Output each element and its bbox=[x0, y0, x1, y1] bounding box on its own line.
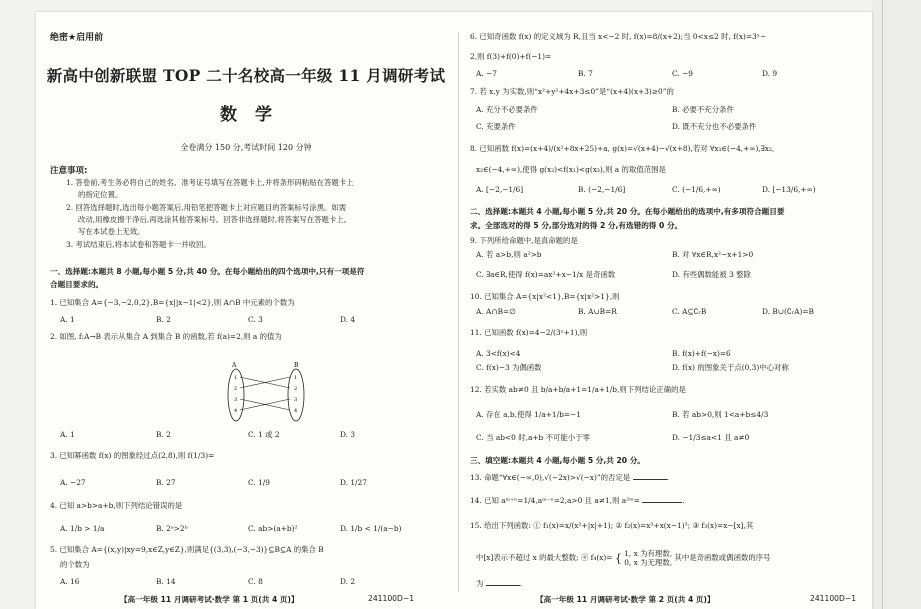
column-divider bbox=[458, 32, 459, 592]
q8-option-a: A. [−2,−1/6] bbox=[476, 185, 524, 194]
q13-answer-blank[interactable] bbox=[633, 472, 667, 480]
q2-option-c: C. 1 或 2 bbox=[248, 430, 280, 439]
q4-option-d: D. 1/b < 1/(a−b) bbox=[340, 524, 402, 533]
q5-option-c: C. 8 bbox=[248, 577, 263, 586]
a-item: 3 bbox=[234, 397, 238, 403]
q12-option-c: C. 当 ab<0 时,a+b 不可能小于零 bbox=[476, 433, 590, 442]
exam-title: 新高中创新联盟 TOP 二十名校高一年级 11 月调研考试 bbox=[46, 66, 446, 85]
question-10-stem: 10. 已知集合 A={x|x²<1},B={x|x²>1},则 bbox=[470, 292, 620, 301]
scan-border-line bbox=[882, 0, 883, 609]
q1-option-d: D. 4 bbox=[340, 315, 356, 324]
mapping-diagram bbox=[220, 359, 312, 427]
secret-label: 绝密★启用前 bbox=[50, 33, 104, 43]
q8-option-c: C. (−1/6,+∞) bbox=[672, 185, 721, 194]
q6-option-c: C. −9 bbox=[672, 69, 693, 78]
a-item: 2 bbox=[234, 386, 238, 392]
q12-option-b: B. 若 ab>0,则 1<a+b≤4/3 bbox=[672, 410, 769, 419]
section2-head: 二、选择题:本题共 4 小题,每小题 5 分,共 20 分。在每小题给出的选项中,有多项符合题目要 bbox=[470, 207, 785, 216]
notice-line: 1. 答卷前,考生务必将自己的姓名、准考证号填写在答题卡上,并将条形码粘贴在答题卡上 bbox=[66, 178, 354, 187]
q6-option-b: B. 7 bbox=[578, 69, 593, 78]
question-9-stem: 9. 下列所给命题中,是真命题的是 bbox=[470, 236, 578, 245]
right-column bbox=[462, 12, 872, 609]
q12-option-d: D. −1/3≤a<1 且 a≠0 bbox=[672, 433, 750, 442]
q3-option-b: B. 27 bbox=[156, 478, 176, 487]
q7-option-b: B. 必要不充分条件 bbox=[672, 105, 734, 114]
q3-option-a: A. −27 bbox=[60, 478, 86, 487]
set-b-label: B bbox=[294, 362, 299, 369]
q14-text: 14. 已知 aᵐ⁺ⁿ=1/4,aᵐ⁻ⁿ=2,a>0 且 a≠1,则 a²ᵐ= bbox=[470, 496, 640, 505]
notice-line: 的指定位置。 bbox=[78, 190, 123, 199]
section2-head: 求。全部选对的得 5 分,部分选对的得 2 分,有选错的得 0 分。 bbox=[470, 221, 683, 230]
footer-right-text: 【高一年级 11 月调研考试·数学 第 2 页(共 4 页)】 bbox=[536, 595, 715, 604]
question-6-stem: 6. 已知奇函数 f(x) 的定义域为 R,且当 x<−2 时, f(x)=8/(x+2);当 0<x≤2 时, f(x)=3ˣ− bbox=[470, 32, 767, 41]
q7-option-a: A. 充分不必要条件 bbox=[476, 105, 538, 114]
q11-option-b: B. f(x)+f(−x)=6 bbox=[672, 349, 731, 358]
question-13: 13. 命题“∀x∈(−∞,0),√(−2x)>√(−x)”的否定是 . bbox=[470, 473, 669, 482]
q1-option-c: C. 3 bbox=[248, 315, 263, 324]
subject-title: 数学 bbox=[220, 105, 290, 125]
b-item: 1 bbox=[294, 375, 298, 381]
a-item: 4 bbox=[234, 408, 238, 414]
q11-option-c: C. f(x)−3 为偶函数 bbox=[476, 363, 542, 372]
question-6-stem: 2,则 f(3)+f(0)+f(−1)= bbox=[470, 52, 552, 61]
section1-head: 合题目要求的。 bbox=[50, 280, 104, 289]
q15-text: 中[x]表示不超过 x 的最大整数; ④ f₄(x)= bbox=[476, 553, 613, 562]
question-1-stem: 1. 已知集合 A={−3,−2,0,2},B={x||x−1|<2},则 A∩B 中元素的个数为 bbox=[50, 298, 295, 307]
question-7-stem: 7. 若 x,y 为实数,则“x²+y²+4x+3≤0”是“(x+4)(x+3)≥0”的 bbox=[470, 87, 674, 96]
a-item: 1 bbox=[234, 375, 238, 381]
notice-line: 2. 回答选择题时,选出每小题答案后,用铅笔把答题卡上对应题目的答案标号涂黑。如需 bbox=[66, 203, 347, 212]
question-15-line2 bbox=[476, 549, 771, 567]
q3-option-d: D. 1/27 bbox=[340, 478, 367, 487]
q10-option-b: B. A∪B=R bbox=[578, 307, 617, 316]
q4-option-b: B. 2ᵃ>2ᵇ bbox=[156, 524, 188, 533]
q8-option-d: D. [−13/6,+∞) bbox=[762, 185, 816, 194]
q9-option-b: B. 对 ∀x∈R,x²−x+1>0 bbox=[672, 250, 754, 259]
question-14: 14. 已知 aᵐ⁺ⁿ=1/4,aᵐ⁻ⁿ=2,a>0 且 a≠1,则 a²ᵐ= . bbox=[470, 496, 685, 505]
q6-option-a: A. −7 bbox=[476, 69, 497, 78]
score-line: 全卷满分 150 分,考试时间 120 分钟 bbox=[180, 143, 312, 152]
q5-option-b: B. 14 bbox=[156, 577, 176, 586]
q2-option-b: B. 2 bbox=[156, 430, 171, 439]
q8-option-b: B. (−2,−1/6] bbox=[578, 185, 626, 194]
question-4-stem: 4. 已知 a>b>a+b,则下列结论错误的是 bbox=[50, 501, 183, 510]
b-item: 4 bbox=[294, 408, 298, 414]
question-5-stem: 的个数为 bbox=[60, 560, 90, 569]
q12-option-a: A. 存在 a,b,使得 1/a+1/b=−1 bbox=[476, 410, 581, 419]
q15-text-3: 为 bbox=[476, 579, 484, 588]
left-column bbox=[36, 12, 456, 609]
question-5-stem: 5. 已知集合 A={(x,y)|xy=9,x∈Z,y∈Z},则满足{(3,3),(−3,−3)}⊆B⊆A 的集合 B bbox=[50, 545, 324, 554]
q2-option-a: A. 1 bbox=[60, 430, 75, 439]
section3-head: 三、填空题:本题共 4 小题,每小题 5 分,共 20 分。 bbox=[470, 456, 645, 465]
q5-option-a: A. 16 bbox=[60, 577, 80, 586]
q7-option-c: C. 充要条件 bbox=[476, 122, 516, 131]
q3-option-c: C. 1/9 bbox=[248, 478, 270, 487]
question-8-stem: x₂∈(−4,+∞),使得 g(x₂)<f(x₁)<g(x₃),则 a 的取值范围是 bbox=[476, 165, 666, 174]
q6-option-d: D. 9 bbox=[762, 69, 778, 78]
q10-option-d: D. B∪(∁ᵣA)=B bbox=[762, 307, 814, 316]
question-15-line3: 为 . bbox=[476, 579, 523, 588]
b-item: 2 bbox=[294, 386, 298, 392]
q15-answer-blank[interactable] bbox=[486, 578, 520, 586]
q4-option-c: C. ab>(a+b)² bbox=[248, 524, 298, 533]
mapping-arrows bbox=[240, 377, 290, 410]
question-8-stem: 8. 已知函数 f(x)=(x+4)/(x²+8x+25)+a, g(x)=√(x+4)−√(x+8),若对 ∀x₁∈(−4,+∞),∃x₂, bbox=[470, 144, 775, 153]
q7-option-d: D. 既不充分也不必要条件 bbox=[672, 122, 757, 131]
notice-title: 注意事项: bbox=[50, 166, 88, 176]
q11-option-a: A. 3<f(x)<4 bbox=[476, 349, 521, 358]
notice-line: 3. 考试结束后,将本试卷和答题卡一并收回。 bbox=[66, 240, 211, 249]
question-11-stem: 11. 已知函数 f(x)=4−2/(3ˣ+1),则 bbox=[470, 328, 588, 337]
q15-case-1: 1, x 为有理数, bbox=[624, 549, 673, 558]
q5-option-d: D. 2 bbox=[340, 577, 356, 586]
q1-option-b: B. 2 bbox=[156, 315, 171, 324]
notice-line: 写在本试卷上无效。 bbox=[78, 227, 145, 236]
q13-text: 13. 命题“∀x∈(−∞,0),√(−2x)>√(−x)”的否定是 bbox=[470, 473, 631, 482]
section1-head: 一、选择题:本题共 8 小题,每小题 5 分,共 40 分。在每小题给出的四个选项中,只有一项是符 bbox=[50, 267, 365, 276]
notice-line: 改动,用橡皮擦干净后,再选涂其他答案标号。回答非选择题时,将答案写在答题卡上。 bbox=[78, 215, 352, 224]
q11-option-d: D. f(x) 的图象关于点(0,3)中心对称 bbox=[672, 363, 789, 372]
q9-option-d: D. 有些偶数能被 3 整除 bbox=[672, 270, 751, 279]
q10-option-c: C. A⊆∁ᵣB bbox=[672, 307, 707, 316]
q14-answer-blank[interactable] bbox=[642, 495, 682, 503]
footer-left-text: 【高一年级 11 月调研考试·数学 第 1 页(共 4 页)】 bbox=[120, 595, 299, 604]
question-12-stem: 12. 若实数 ab≠0 且 b/a+b/a+1=1/a+1/b,则下列结论正确的是 bbox=[470, 385, 686, 394]
footer-left-code: 241100D−1 bbox=[368, 594, 415, 603]
footer-right-code: 241100D−1 bbox=[810, 594, 857, 603]
q15-case-2: 0, x 为无理数, bbox=[624, 558, 673, 567]
q9-option-a: A. 若 a>b,则 a²>b bbox=[476, 250, 542, 259]
set-a-label: A bbox=[232, 362, 237, 369]
q15-text-2: 其中是奇函数或偶函数的序号 bbox=[674, 553, 771, 562]
q10-option-a: A. A∩B=∅ bbox=[476, 307, 516, 316]
question-15-line1: 15. 给出下列函数: ① f₁(x)=x/(x²+|x|+1); ② f₂(x)=x³+x(x−1)³; ③ f₃(x)=x−[x],其 bbox=[470, 521, 754, 530]
question-3-stem: 3. 已知幂函数 f(x) 的图象经过点(2,8),则 f(1/3)= bbox=[50, 451, 215, 460]
q1-option-a: A. 1 bbox=[60, 315, 75, 324]
q9-option-c: C. ∃a∈R,使得 f(x)=ax²+x−1/x 是奇函数 bbox=[476, 270, 616, 279]
question-2-stem: 2. 如图, f:A→B 表示从集合 A 到集合 B 的函数,若 f(a)=2,则 a 的值为 bbox=[50, 332, 282, 341]
b-item: 3 bbox=[294, 397, 298, 403]
q2-option-d: D. 3 bbox=[340, 430, 356, 439]
brace-icon: { bbox=[614, 551, 622, 565]
exam-sheet bbox=[36, 12, 872, 609]
q4-option-a: A. 1/b > 1/a bbox=[60, 524, 105, 533]
scan-border-strip bbox=[872, 0, 921, 609]
